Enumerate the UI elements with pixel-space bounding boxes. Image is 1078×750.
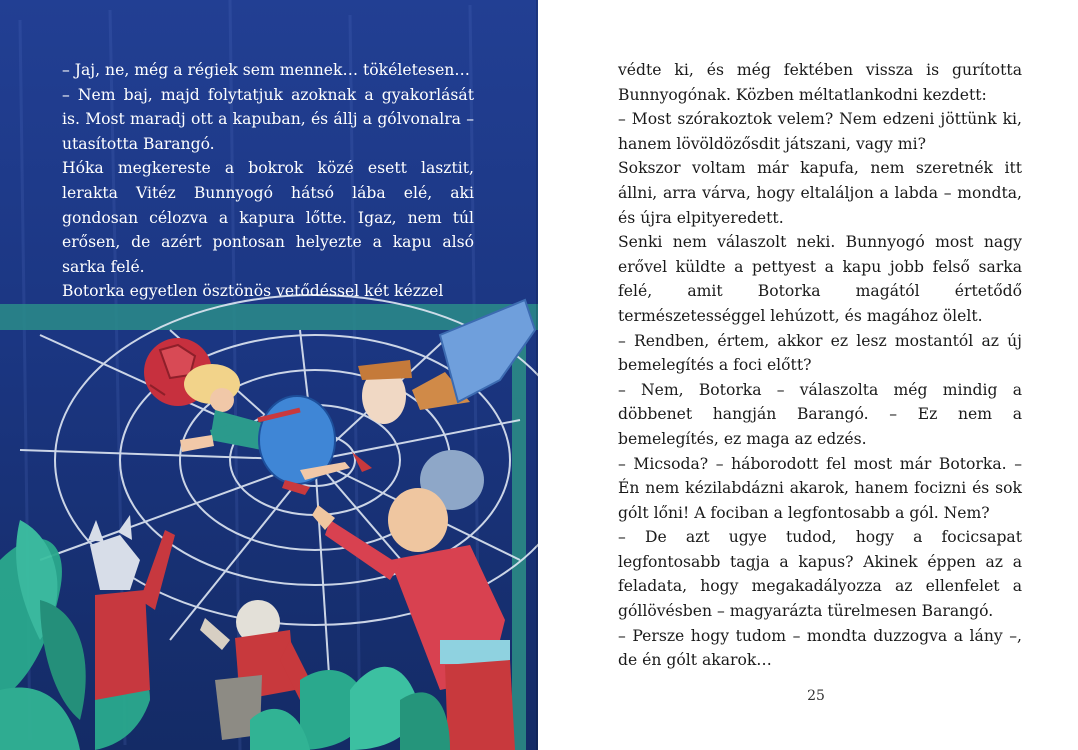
paragraph: – Nem, Botorka – válaszolta még mindig a döbbenet hangján Barangó. – Ez nem a bemelegítés, ez maga az edzés. bbox=[618, 380, 1022, 448]
right-page bbox=[538, 0, 1078, 750]
page-number: 25 bbox=[807, 688, 825, 704]
left-page-text bbox=[62, 58, 474, 304]
left-page bbox=[0, 0, 538, 750]
paragraph: – De azt ugye tudod, hogy a focicsapat legfontosabb tagja a kapus? Akinek éppen az a feladata, hogy megakadályozza az ellenfelet a góllövésben – magyarázta türelmesen Barangó. bbox=[618, 528, 1022, 621]
goal-post bbox=[512, 310, 526, 750]
paragraph: – Micsoda? – háborodott fel most már Botorka. – Én nem kézilabdázni akarok, hanem focizni és sok gólt lőni! A fociban a legfontosabb a gól. Nem? bbox=[618, 454, 1022, 522]
paragraph: Senki nem válaszolt neki. Bunnyogó most nagy erővel küldte a pettyest a kapu jobb felső sarka felé, amit Botorka magától értetődő természetességgel lehúzott, és magához ölelt. bbox=[618, 233, 1022, 325]
paragraph: – Jaj, ne, még a régiek sem mennek… tökéletesen… bbox=[62, 61, 470, 79]
paragraph: – Nem baj, majd folytatjuk azoknak a gyakorlását is. Most maradj ott a kapuban, és állj a gólvonalra – utasította Barangó. bbox=[62, 85, 474, 153]
paragraph: védte ki, és még fektében vissza is gurította Bunnyogónak. Közben méltatlankodni kezdett: bbox=[618, 61, 1022, 104]
paragraph: Sokszor voltam már kapufa, nem szeretnék itt állni, arra várva, hogy eltaláljon a labda – mondta, és újra elpityeredett. bbox=[618, 159, 1022, 227]
paragraph: Botorka egyetlen ösztönös vetődéssel két kézzel bbox=[62, 282, 444, 301]
paragraph: Hóka megkereste a bokrok közé esett lasztit, lerakta Vitéz Bunnyogó hátsó lába elé, aki gondosan célozva a kapura lőtte. Igaz, nem túl erősen, de azért pontosan helyezte a kapu alsó sarka felé. bbox=[62, 159, 474, 276]
right-page-text bbox=[618, 58, 1022, 673]
paragraph: – Persze hogy tudom – mondta duzzogva a lány –, de én gólt akarok… bbox=[618, 626, 1022, 670]
paragraph: – Most szórakoztok velem? Nem edzeni jöttünk ki, hanem lövöldözősdit játszani, vagy mi? bbox=[618, 110, 1022, 153]
paragraph: – Rendben, értem, akkor ez lesz mostantól az új bemelegítés a foci előtt? bbox=[618, 331, 1022, 375]
goal-crossbar bbox=[0, 304, 538, 330]
